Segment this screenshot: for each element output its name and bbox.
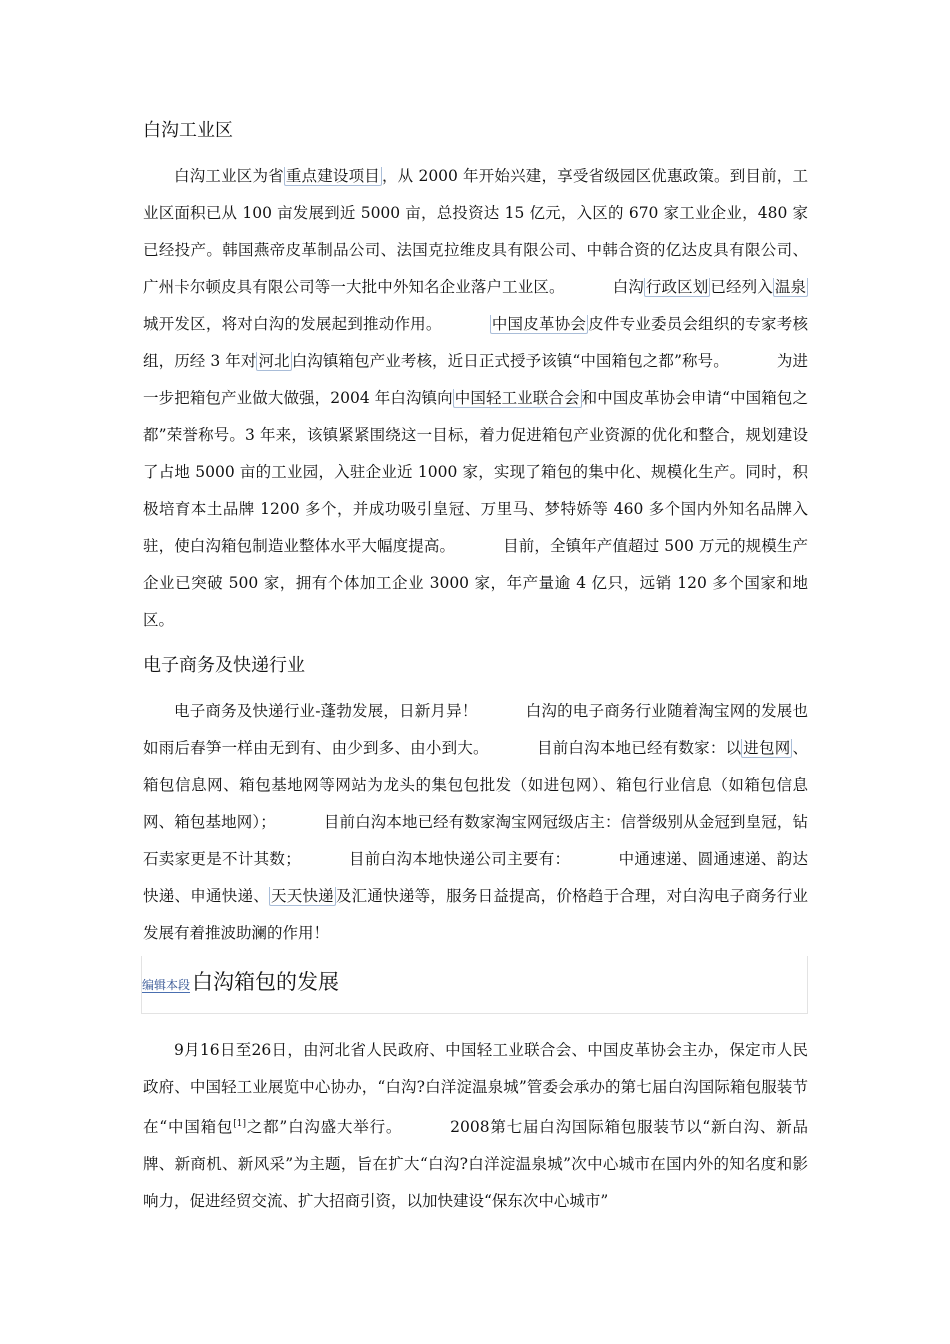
text: 白沟的电子商务行业随着淘宝网的发展也如雨后春笋一样由无到有、由少到多、由小到大。 (143, 702, 808, 757)
paragraph-ecommerce (143, 693, 808, 952)
text: 和中国皮革协会申请“中国箱包之都”荣誉称号。3 年来，该镇紧紧围绕这一目标，着力促进箱包产业资源的优化和整合，规划建设了占地 5000 亩的工业园，入驻企业近 1000 家，实现了箱包的集中化、规模化生产。同时，积极培育本土品牌 1200 多个，并成功吸引皇冠、万里马、梦特娇等 460 多个国内外知名品牌入驻，使白沟箱包制造业整体水平大幅度提高。 (143, 389, 808, 555)
text: 之都”白沟盛大举行。 (245, 1118, 403, 1137)
text: 目前，全镇年产值超过 500 万元的规模生产企业已突破 500 家，拥有个体加工企业 3000 家，年产量逾 4 亿只，远销 120 多个国家和地区。 (143, 537, 808, 629)
link-hot-spring[interactable]: 温泉 (774, 278, 806, 296)
text: 目前白沟本地已经有数家淘宝网冠级店主：信誉级别从金冠到皇冠，钻石卖家更是不计其数； (143, 813, 808, 868)
text: 皮件专业委员会组织的专家考核组，历经 3 年对 (143, 315, 808, 370)
paragraph-development (143, 1032, 808, 1220)
text: 电子商务及快递行业-蓬勃发展，日新月异！ (174, 702, 478, 720)
text: 9月16日至26日，由河北省人民政府、中国轻工业联合会、中国皮革协会主办，保定市人民政府、中国轻工业展览中心协办，“白沟?白洋淀温泉城”管委会承办的第七届白沟国际箱包服装节在“中国箱包 (143, 1041, 808, 1137)
citation-marker[interactable]: [1] (233, 1119, 246, 1129)
text: 中通速递、圆通速递、韵达快递、申通快递、 (143, 850, 808, 905)
section-title-ecommerce: 电子商务及快递行业 (143, 655, 305, 676)
section-title-industrial-zone: 白沟工业区 (143, 120, 233, 141)
paragraph-industrial-zone (143, 158, 808, 639)
link-china-light-industry-federation[interactable]: 中国轻工业联合会 (454, 389, 580, 407)
text: 2008第七届白沟国际箱包服装节以“新白沟、新品牌、新商机、新风采”为主题，旨在扩大“白沟?白洋淀温泉城”次中心城市在国内外的知名度和影响力，促进经贸交流、扩大招商引资，以加快建设“保东次中心城市” (143, 1118, 808, 1211)
link-administrative-division[interactable]: 行政区划 (645, 278, 709, 296)
section-heading-box (141, 956, 808, 1014)
text: 目前白沟本地已经有数家：以 (536, 739, 742, 757)
link-tiantian-express[interactable]: 天天快递 (270, 887, 334, 905)
text: 、箱包信息网、箱包基地网等网站为龙头的集包包批发（如进包网）、箱包行业信息（如箱包信息网、箱包基地网）； (143, 739, 808, 831)
link-jinbao-net[interactable]: 进包网 (743, 739, 791, 757)
text: 目前白沟本地快递公司主要有： (348, 850, 571, 868)
text: 白沟工业区为省 (174, 167, 284, 185)
link-key-project[interactable]: 重点建设项目 (285, 167, 380, 185)
text: 城开发区，将对白沟的发展起到推动作用。 (143, 315, 442, 333)
document-content (143, 118, 808, 1220)
section-title-development: 白沟箱包的发展 (192, 970, 340, 994)
edit-section-link[interactable]: 编辑本段 (142, 978, 191, 992)
text: 白沟镇箱包产业考核，近日正式授予该镇“中国箱包之都”称号。 (291, 352, 729, 370)
text: 为进一步把箱包产业做大做强，2004 年白沟镇向 (143, 352, 808, 407)
text: 已经列入 (710, 278, 773, 296)
text: 及汇通快递等，服务日益提高，价格趋于合理，对白沟电子商务行业发展有着推波助澜的作用！ (143, 887, 808, 942)
text: 白沟 (612, 278, 644, 296)
text: ，从 2000 年开始兴建，享受省级园区优惠政策。到目前，工业区面积已从 100 亩发展到近 5000 亩，总投资达 15 亿元，入区的 670 家工业企业，480 家已经投产。韩国燕帝皮革制品公司、法国克拉维皮具有限公司、中韩合资的亿达皮具有限公司、广州卡尔顿皮具有限公司等一大批中外知名企业落户工业区。 (143, 167, 808, 296)
link-china-leather-association[interactable]: 中国皮革协会 (491, 315, 587, 333)
link-hebei[interactable]: 河北 (258, 352, 290, 370)
